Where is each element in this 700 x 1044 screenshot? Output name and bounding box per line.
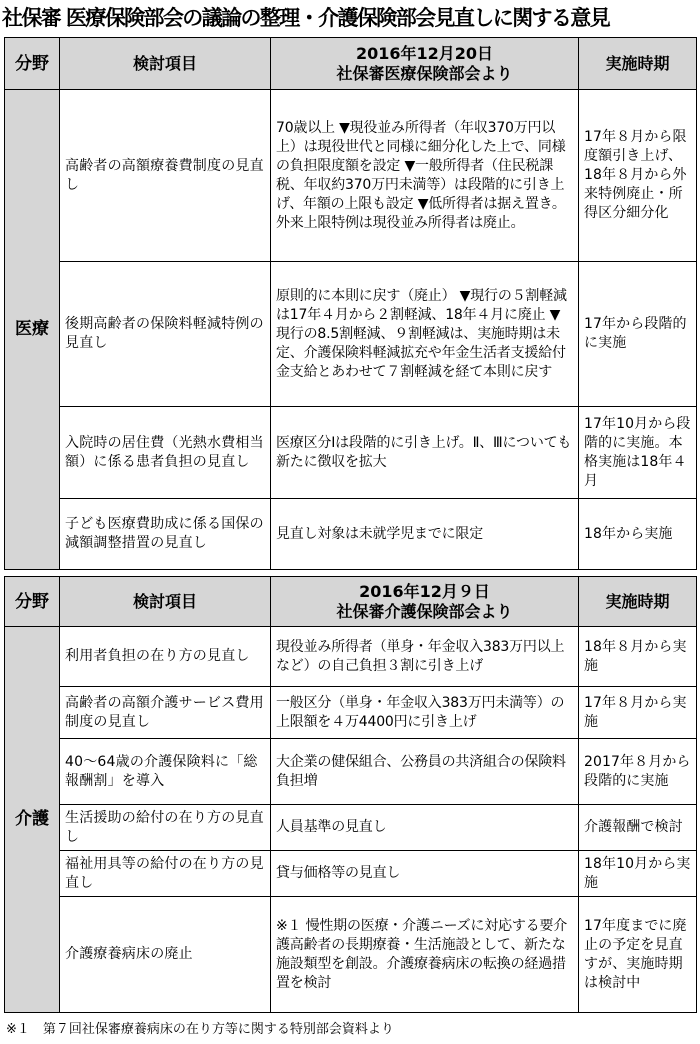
row-content: 人員基準の見直し [271,805,579,851]
row-item: 子ども医療費助成に係る国保の減額調整措置の見直し [60,499,271,570]
header-category: 分野 [5,38,60,90]
header-content-date: 2016年12月９日 [359,581,490,601]
header-item: 検討項目 [60,577,271,627]
row-timing: 18年10月から実施 [579,851,697,897]
row-timing: 17年度までに廃止の予定を見直すが、実施時期は検討中 [579,897,697,1013]
row-timing: 18年８月から実施 [579,627,697,687]
table-row [5,90,697,262]
table-row [5,687,697,739]
header-content-source: 社保審介護保険部会より [336,601,513,621]
table-row [5,739,697,805]
table-row [5,499,697,570]
row-item: 介護療養病床の廃止 [60,897,271,1013]
medical-header-row [5,38,697,90]
care-header-row [5,577,697,627]
header-content [271,38,579,90]
row-content: 現役並み所得者（単身・年金収入383万円以上など）の自己負担３割に引き上げ [271,627,579,687]
medical-table [4,37,697,570]
row-item: 高齢者の高額介護サービス費用制度の見直し [60,687,271,739]
page-title: 社保審 医療保険部会の議論の整理・介護保険部会見直しに関する意見 [2,6,610,30]
row-item: 生活援助の給付の在り方の見直し [60,805,271,851]
header-category: 分野 [5,577,60,627]
category-medical: 医療 [5,90,60,570]
row-item: 入院時の居住費（光熱水費相当額）に係る患者負担の見直し [60,407,271,499]
row-content: ※１ 慢性期の医療・介護ニーズに対応する要介護高齢者の長期療養・生活施設として、新たな施設類型を創設。介護療養病床の転換の経過措置を検討 [271,897,579,1013]
row-item: 福祉用具等の給付の在り方の見直し [60,851,271,897]
category-care: 介護 [5,627,60,1013]
header-content [271,577,579,627]
row-timing: 18年から実施 [579,499,697,570]
row-content: 貸与価格等の見直し [271,851,579,897]
table-row [5,262,697,407]
table-row [5,805,697,851]
row-item: 40～64歳の介護保険料に「総報酬割」を導入 [60,739,271,805]
row-content: 見直し対象は未就学児までに限定 [271,499,579,570]
care-table [4,576,697,1013]
header-timing: 実施時期 [579,38,697,90]
header-content-source: 社保審医療保険部会より [336,63,513,83]
row-content: 一般区分（単身・年金収入383万円未満等）の上限額を４万4400円に引き上げ [271,687,579,739]
row-item: 後期高齢者の保険料軽減特例の見直し [60,262,271,407]
row-timing: 17年８月から限度額引き上げ、18年８月から外来特例廃止・所得区分細分化 [579,90,697,262]
row-content: 原則的に本則に戻す（廃止） ▼現行の５割軽減は17年４月から２割軽減、18年４月に廃止 ▼現行の8.5割軽減、９割軽減は、実施時期は未定、介護保険料軽減拡充や年金生活者支援給付金支給とあわせて７割軽減を経て本則に戻す [271,262,579,407]
table-row [5,897,697,1013]
row-content: 70歳以上 ▼現役並み所得者（年収370万円以上）は現役世代と同様に細分化した上で、同様の負担限度額を設定 ▼一般所得者（住民税課税、年収約370万円未満等）は段階的に引き上げ、年額の上限も設定 ▼低所得者は据え置き。外来上限特例は現役並み所得者は廃止。 [271,90,579,262]
row-item: 高齢者の高額療養費制度の見直し [60,90,271,262]
row-timing: 介護報酬で検討 [579,805,697,851]
table-row [5,407,697,499]
row-content: 医療区分Ⅰは段階的に引き上げ。Ⅱ、Ⅲについても新たに徴収を拡大 [271,407,579,499]
row-timing: 17年から段階的に実施 [579,262,697,407]
table-row [5,627,697,687]
table-row [5,851,697,897]
row-timing: 17年８月から実施 [579,687,697,739]
row-timing: 17年10月から段階的に実施。本格実施は18年４月 [579,407,697,499]
header-timing: 実施時期 [579,577,697,627]
header-content-date: 2016年12月20日 [355,43,494,63]
footnote: ※１ 第７回社保審療養病床の在り方等に関する特別部会資料より [6,1022,394,1037]
row-content: 大企業の健保組合、公務員の共済組合の保険料負担増 [271,739,579,805]
header-item: 検討項目 [60,38,271,90]
row-item: 利用者負担の在り方の見直し [60,627,271,687]
row-timing: 2017年８月から段階的に実施 [579,739,697,805]
